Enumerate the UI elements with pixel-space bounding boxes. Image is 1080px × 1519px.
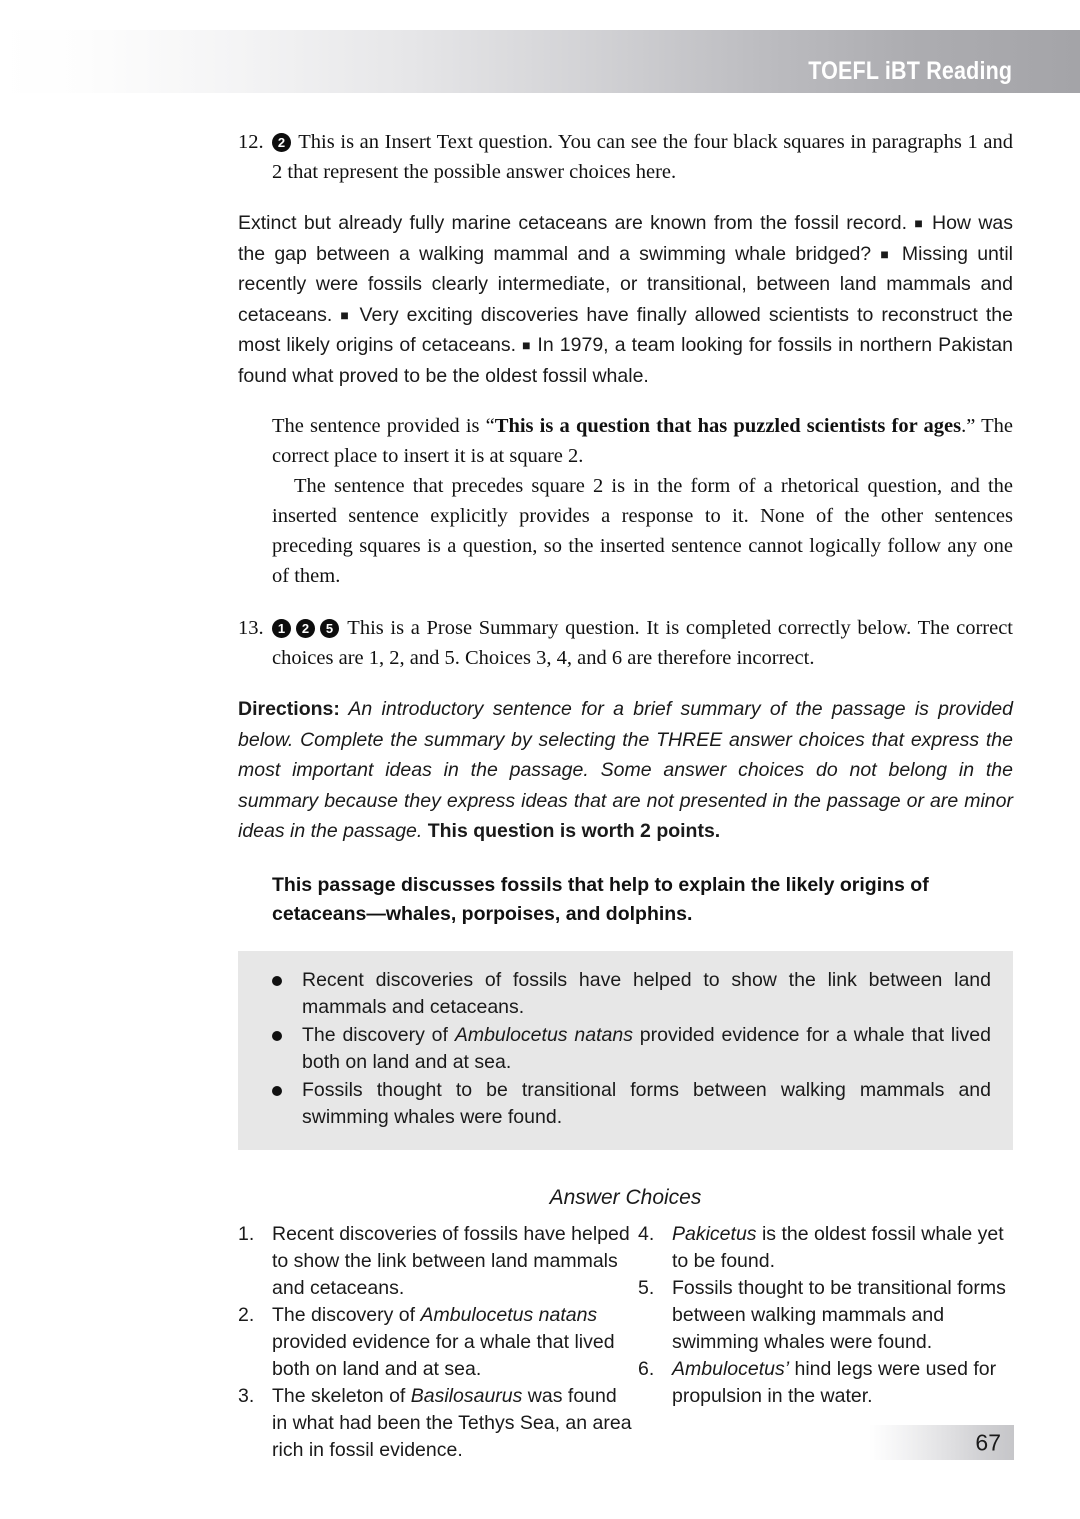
bullet-icon	[272, 976, 282, 986]
answer-choice-text-post: is the oldest fossil whale yet to be found.	[672, 1222, 1004, 1272]
passage-sentence-1: Extinct but already fully marine cetaceans are known from the fossil record.	[238, 212, 907, 234]
summary-item-text-pre: The discovery of	[302, 1023, 455, 1046]
explanation-12-paragraph-2: The sentence that precedes square 2 is in the form of a rhetorical question, and the inserted sentence explicitly provides a response to it. None of the other sentences preceding squares is a question, so the inserted sentence cannot logically follow any one of them.	[272, 475, 1013, 587]
circled-number-1-icon: 1	[272, 619, 291, 638]
answer-choice-text-pre: The discovery of	[272, 1303, 421, 1326]
insert-square-2-icon[interactable]: ■	[880, 245, 893, 262]
passage-sentence-2: How was the gap between a walking mammal and a swimming whale bridged?	[238, 212, 1014, 265]
explanation-item-12	[238, 127, 1013, 187]
summary-item-text-italic: Ambulocetus natans	[454, 1023, 633, 1046]
circled-number-2-icon: 2	[296, 619, 315, 638]
summary-answer-box	[238, 951, 1013, 1150]
circled-number-5-icon: 5	[320, 619, 339, 638]
answer-choice-6[interactable]	[633, 1356, 1013, 1410]
answer-choice-text-pre: Recent discoveries of fossils have helped to show the link between land mammals and cetaceans.	[272, 1222, 630, 1299]
summary-intro-sentence: This passage discusses fossils that help to explain the likely origins of cetaceans—whales, porpoises, and dolphins.	[272, 873, 929, 925]
answer-choice-text-pre: Fossils thought to be transitional forms between walking mammals and swimming whales were found.	[672, 1276, 1006, 1353]
answer-choice-text-italic: Basilosaurus	[410, 1384, 523, 1407]
insert-square-3-icon[interactable]: ■	[340, 306, 352, 323]
answer-choice-number: 3.	[238, 1384, 255, 1407]
insert-square-1-icon[interactable]: ■	[914, 215, 925, 231]
directions-points-note: This question is worth 2 points.	[427, 820, 721, 842]
page-header-title: TOEFL iBT Reading	[807, 57, 1012, 85]
summary-selected-list	[260, 967, 991, 1132]
answer-choice-3[interactable]	[238, 1383, 633, 1464]
answer-choice-5[interactable]	[633, 1275, 1013, 1356]
summary-list-item[interactable]	[260, 1077, 991, 1132]
explanation-item-13	[238, 613, 1013, 673]
explanation-12-detail	[238, 411, 1013, 591]
inserted-sentence-quote: This is a question that has puzzled scientists for ages	[494, 415, 962, 437]
summary-item-text-pre: Recent discoveries of fossils have helped to show the link between land mammals and cetaceans.	[302, 968, 991, 1018]
answer-choice-2[interactable]	[238, 1302, 633, 1383]
page-number: 67	[975, 1429, 1001, 1455]
summary-list-item[interactable]	[260, 1022, 991, 1077]
item-13-number: 13.	[238, 617, 264, 639]
explanation-12-p1-post: .” The correct place to insert it is at square 2.	[272, 415, 1013, 467]
circled-number-2-icon: 2	[272, 133, 291, 152]
answer-choice-text-italic: Pakicetus	[672, 1222, 757, 1245]
answer-choice-text-post: provided evidence for a whale that lived both on land and at sea.	[272, 1330, 615, 1380]
page-content	[238, 0, 1013, 1464]
directions-body: An introductory sentence for a brief summary of the passage is provided below. Complete the summary by selecting the THREE answer choices that express the most important ideas in the passage. Some answer choices do not belong in the summary because they express ideas that are not presented in the passage or are minor ideas in the passage.	[238, 698, 1013, 842]
answer-choice-number: 1.	[238, 1222, 255, 1245]
page-footer-bar	[869, 1425, 1014, 1460]
directions-label: Directions:	[238, 698, 340, 720]
bullet-icon	[272, 1031, 282, 1041]
answer-choice-1[interactable]	[238, 1221, 633, 1302]
item-12-text: This is an Insert Text question. You can see the four black squares in paragraphs 1 and 2 that represent the possible answer choices here.	[272, 131, 1013, 183]
passage-sentence-4: Very exciting discoveries have finally allowed scientists to reconstruct the most likely origins of cetaceans.	[238, 303, 1014, 356]
answer-choice-4[interactable]	[633, 1221, 1013, 1275]
summary-item-text-post: provided evidence for a whale that lived both on land and at sea.	[302, 1023, 991, 1073]
answer-choice-text-pre: The skeleton of	[272, 1384, 411, 1407]
directions-paragraph	[238, 694, 1013, 847]
passage-sentence-3: Missing until recently were fossils clearly intermediate, or transitional, between land mammals and cetaceans.	[238, 242, 1013, 326]
explanation-12-paragraph-1	[272, 411, 1013, 471]
answer-choice-number: 4.	[638, 1222, 655, 1245]
answer-choice-text-italic: Ambulocetus natans	[420, 1303, 598, 1326]
answer-choice-number: 2.	[238, 1303, 255, 1326]
answer-choice-text-post: hind legs were used for propulsion in the water.	[672, 1357, 997, 1407]
answer-choice-text-italic: Ambulocetus’	[672, 1357, 790, 1380]
passage-sentence-5: In 1979, a team looking for fossils in northern Pakistan found what proved to be the oldest fossil whale.	[238, 334, 1013, 387]
answer-choices-heading: Answer Choices	[549, 1185, 702, 1209]
bullet-icon	[272, 1086, 282, 1096]
item-12-number: 12.	[238, 131, 264, 153]
explanation-12-p1-pre: The sentence provided is “	[272, 415, 495, 437]
answer-choice-number: 6.	[638, 1357, 655, 1380]
answer-choice-text-post: was found in what had been the Tethys Sea, an area rich in fossil evidence.	[272, 1384, 632, 1461]
insert-text-passage	[238, 208, 1013, 391]
answer-choices-left-column	[238, 1221, 633, 1464]
item-13-text: This is a Prose Summary question. It is completed correctly below. The correct choices are 1, 2, and 5. Choices 3, 4, and 6 are therefore incorrect.	[272, 617, 1013, 669]
insert-square-4-icon[interactable]: ■	[522, 337, 532, 353]
summary-item-text-pre: Fossils thought to be transitional forms between walking mammals and swimming whales were found.	[302, 1078, 991, 1128]
answer-choice-number: 5.	[638, 1276, 655, 1299]
summary-list-item[interactable]	[260, 967, 991, 1022]
